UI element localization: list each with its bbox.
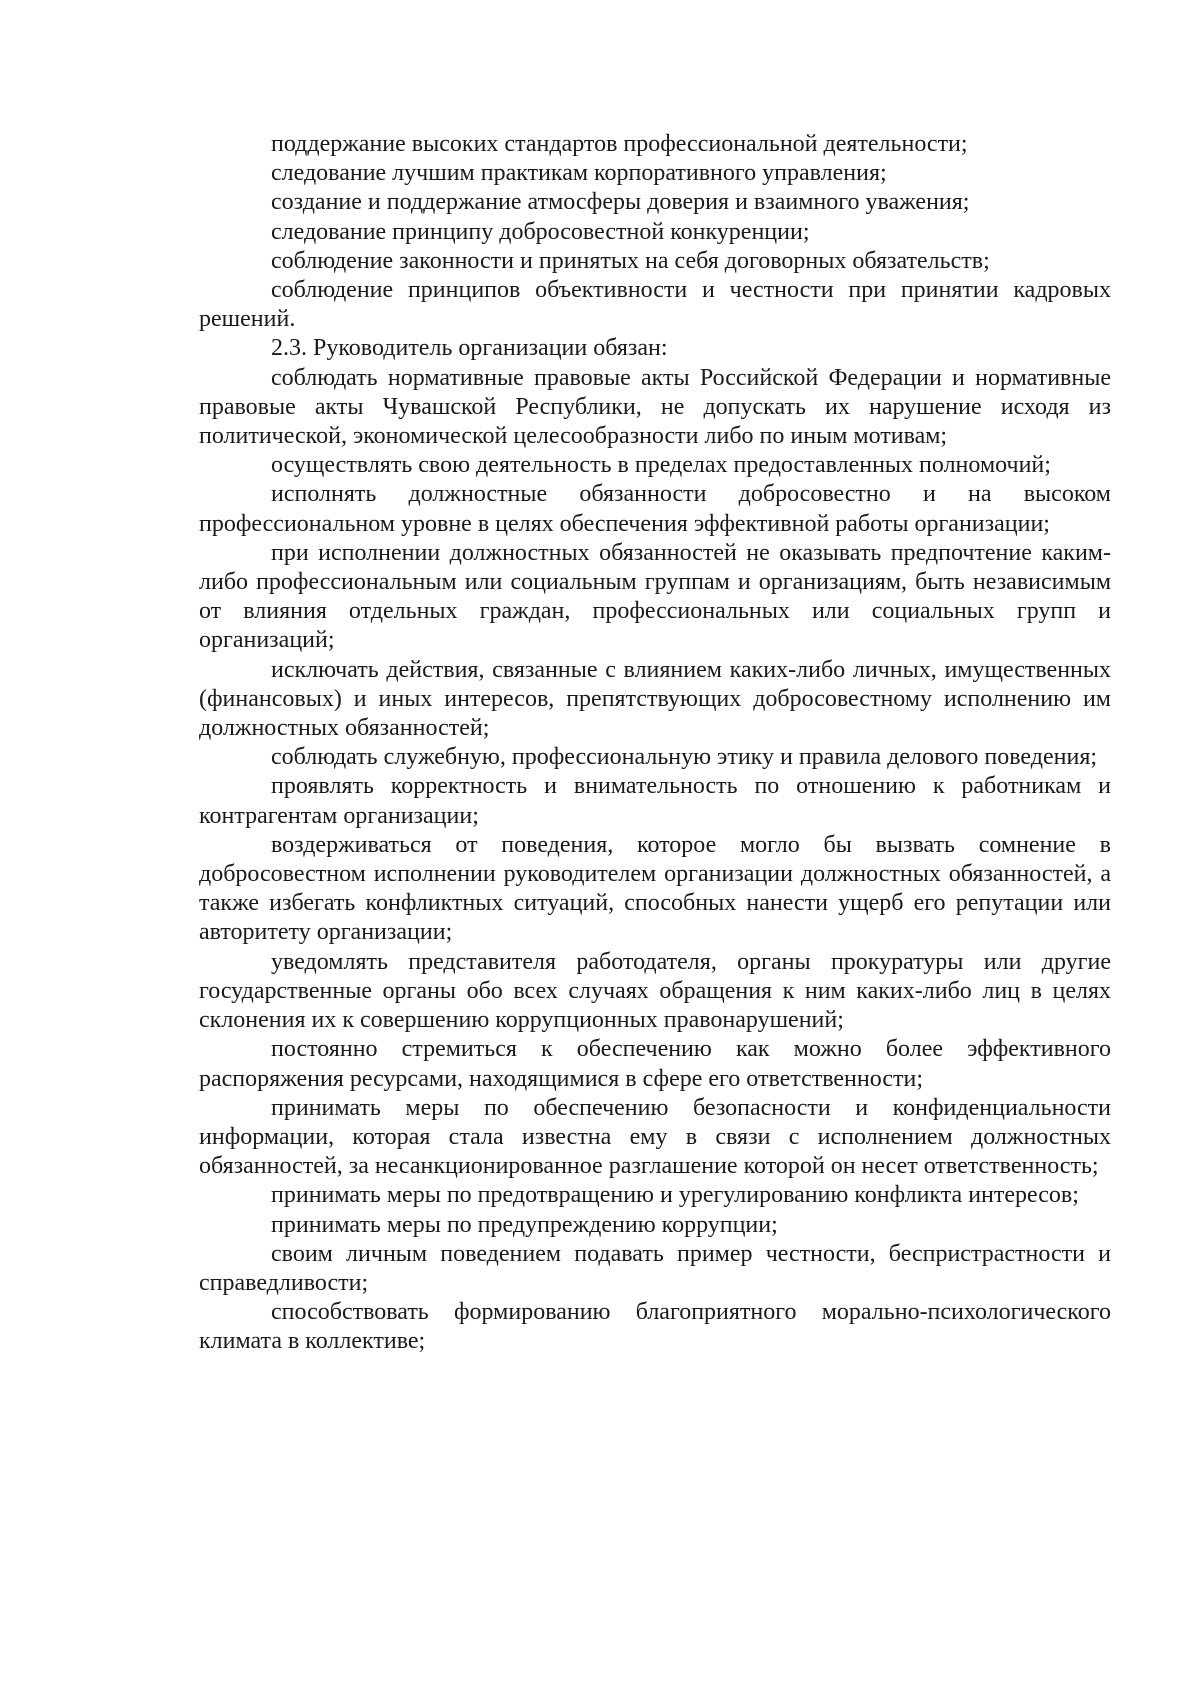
paragraph: принимать меры по предотвращению и урегулированию конфликта интересов; — [271, 1182, 1079, 1209]
paragraph: соблюдение принципов объективности и честности при принятии кадровых решений. — [199, 277, 1111, 333]
paragraph: проявлять корректность и внимательность по отношению к работникам и контрагентам организации; — [199, 773, 1111, 829]
paragraph: исключать действия, связанные с влиянием каких-либо личных, имущественных (финансовых) и иных интересов, препятствующих добросовестному исполнению им должностных обязанностей; — [199, 656, 1111, 742]
paragraph: соблюдать нормативные правовые акты Российской Федерации и нормативные правовые акты Чувашской Республики, не допускать их нарушение исходя из политической, экономической целесообразности либо по иным мотивам; — [199, 364, 1111, 450]
section-heading: 2.3. Руководитель организации обязан: — [271, 335, 668, 362]
paragraph: следование принципу добросовестной конкуренции; — [271, 218, 810, 245]
paragraph: способствовать формированию благоприятного морально-психологического климата в коллективе; — [199, 1299, 1111, 1355]
paragraph: своим личным поведением подавать пример честности, беспристрастности и справедливости; — [199, 1240, 1111, 1296]
paragraph: уведомлять представителя работодателя, органы прокуратуры или другие государственные органы обо всех случаях обращения к ним каких-либо лиц в целях склонения их к совершению коррупционных правонарушений; — [199, 948, 1111, 1034]
paragraph: воздерживаться от поведения, которое могло бы вызвать сомнение в добросовестном исполнении руководителем организации должностных обязанностей, а также избегать конфликтных ситуаций, способных нанести ущерб его репутации или авторитету организации; — [199, 831, 1111, 946]
document-body — [199, 130, 1111, 1357]
paragraph: создание и поддержание атмосферы доверия и взаимного уважения; — [271, 189, 970, 216]
paragraph: исполнять должностные обязанности добросовестно и на высоком профессиональном уровне в целях обеспечения эффективной работы организации; — [199, 481, 1111, 537]
paragraph: поддержание высоких стандартов профессиональной деятельности; — [271, 131, 968, 157]
paragraph: принимать меры по обеспечению безопасности и конфиденциальности информации, которая стала известна ему в связи с исполнением должностных обязанностей, за несанкционированное разглашение которой он несет ответственность; — [199, 1094, 1111, 1180]
paragraph: при исполнении должностных обязанностей не оказывать предпочтение каким-либо профессиональным или социальным группам и организациям, быть независимым от влияния отдельных граждан, профессиональных или социальных групп и организаций; — [199, 539, 1111, 654]
paragraph: соблюдение законности и принятых на себя договорных обязательств; — [271, 247, 990, 274]
paragraph: соблюдать служебную, профессиональную этику и правила делового поведения; — [271, 744, 1098, 771]
paragraph: принимать меры по предупреждению коррупции; — [271, 1211, 778, 1238]
paragraph: следование лучшим практикам корпоративного управления; — [271, 160, 887, 187]
paragraph: осуществлять свою деятельность в пределах предоставленных полномочий; — [271, 452, 1051, 479]
paragraph: постоянно стремиться к обеспечению как можно более эффективного распоряжения ресурсами, находящимися в сфере его ответственности; — [199, 1036, 1111, 1092]
